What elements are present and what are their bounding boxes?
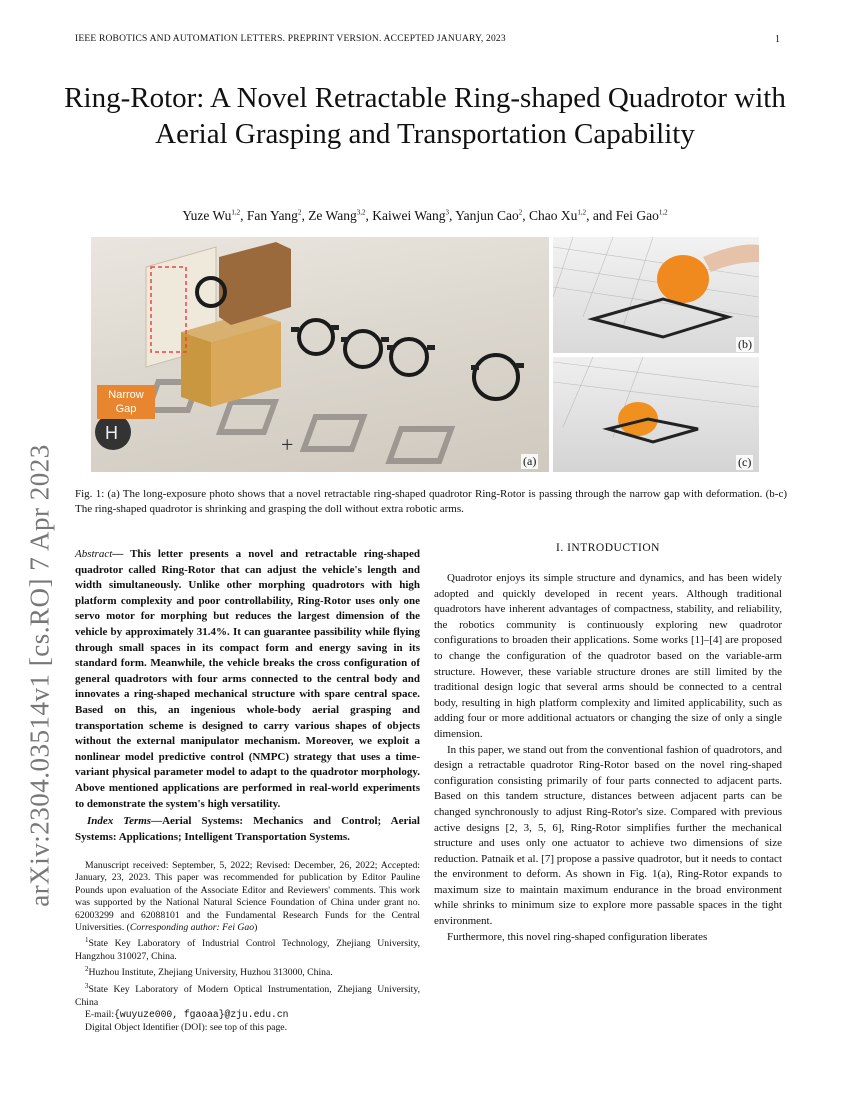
paragraph: Furthermore, this novel ring-shaped configuration liberates xyxy=(447,930,708,943)
page-number: 1 xyxy=(775,34,780,45)
figure-caption: Fig. 1: (a) The long-exposure photo shows that a novel retractable ring-shaped quadrotor Ring-Rotor is passing through the narrow gap with deformation. (b-c) The ring-shaped quadrotor is shrinking and grasping the doll without extra robotic arms. xyxy=(75,488,787,515)
svg-text:+: + xyxy=(281,432,294,457)
panel-c-label: (c) xyxy=(738,455,752,469)
figure-1c-photo xyxy=(553,357,759,472)
author: Yuze Wu$^{1,2}$ xyxy=(182,208,241,223)
abstract-text: — This letter presents a novel and retractable ring-shaped quadrotor called Ring-Rotor that can adjust the vehicle's length and width simultaneously. Unlike other morphing quadrotors with high platform complexity and poor controllability, Ring-Rotor uses only one servo motor for morphing but reduces the largest dimension of the vehicle by approximately 31.4%. It can guarantee passibility while flying through small spaces in its compact form and energy saving in its standard form. Meanwhile, the vehicle breaks the cross configuration of general quadrotors with four arms connected to the central body and innovates a ring-shaped mechanical structure with spare central space. Based on this, an ingenious whole-body aerial grasping and transportation scheme is designed to carry various shapes of objects without the external manipulator mechanism. Moreover, we exploit a nonlinear model predictive control (NMPC) strategy that uses a time-variant physical parameter model to adapt to the quadrotor morphology. Above mentioned applications are performed in real-world experiments to demonstrate the system's high versatility. xyxy=(75,548,420,810)
author: Chao Xu$^{1,2}$ xyxy=(529,208,587,223)
affiliation-3: $^3$State Key Laboratory of Modern Optical Instrumentation, Zhejiang University, China xyxy=(75,982,420,1008)
arxiv-stamp: arXiv:2304.03514v1 [cs.RO] 7 Apr 2023 xyxy=(24,444,55,907)
figure-1b-photo xyxy=(553,237,759,353)
paragraph: Quadrotor enjoys its simple structure and dynamics, and has been widely adopted and quickly developed in recent years. Although traditional quadrotors have inherent advantages of compactness, stability, and reliability, the robotics community is continuously exploring new quadrotor configurations to broaden their applications. Some works [1]–[4] are proposed to change the configuration of the quadrotor based on the variable-arm structure. However, these variable structure drones are still limited by the traditional design logic that several arms should be connected to a central body, resulting in high platform complexity and limited applicability, such as adding four or more additional actuators or changing the size of only a single dimension. xyxy=(434,572,782,740)
panel-b-label: (b) xyxy=(738,337,752,351)
author: Yanjun Cao$^2$ xyxy=(455,208,523,223)
affiliation-2: $^2$Huzhou Institute, Zhejiang University, Huzhou 313000, China. xyxy=(85,965,333,979)
abstract-label: Abstract xyxy=(75,548,113,560)
paragraph: In this paper, we stand out from the conventional fashion of quadrotors, and design a retractable quadrotor Ring-Rotor based on the novel ring-shaped configuration consisting primarily of four parts connected to adjacent parts. Based on this tandem structure, distances between adjacent parts can be changed synchronously to adjust Ring-Rotor's size. Compared with previous active designs [2, 3, 5, 6], Ring-Rotor simplifies further the mechanical structure and uses only one actuator to achieve two dimensions of size reduction. Patnaik et al. [7] propose a passive quadrotor, but it needs to contact the environment to deform. As shown in Fig. 1(a), Ring-Rotor expands to maximum size to maintain maximum endurance in the broad environment while shrinks to minimum size to explore more passable spaces in the tight environment. xyxy=(434,743,782,928)
paper-title: Ring-Rotor: A Novel Retractable Ring-shaped Quadrotor with Aerial Grasping and Transportation Capability xyxy=(64,82,786,150)
author: Ze Wang$^{3,2}$ xyxy=(308,208,366,223)
section-heading: I. INTRODUCTION xyxy=(556,542,660,554)
figure-1 xyxy=(91,237,759,472)
panel-a-label: (a) xyxy=(523,454,537,468)
author-list: Yuze Wu$^{1,2}$, Fan Yang$^2$, Ze Wang$^{3,2}$, Kaiwei Wang$^3$, Yanjun Cao$^2$, Chao Xu$^{1,2}$, and Fei Gao$^{1,2}$ xyxy=(182,208,668,223)
index-terms xyxy=(75,814,420,845)
figure-1a-photo xyxy=(91,237,549,472)
author: Kaiwei Wang$^3$ xyxy=(372,208,449,223)
footnotes xyxy=(75,860,420,1034)
manuscript-note: Manuscript received: September, 5, 2022; Revised: December, 26, 2022; Accepted: January, 23, 2023. This paper was recommended for publication by Editor Pauline Pounds upon evaluation of the Associate Editor and Reviewers' comments. This work was supported by the National Natural Science Foundation of China under grant no. 62003299 and 62088101 and the Fundamental Research Funds for the Central Universities. (Corresponding author: Fei Gao) xyxy=(75,860,420,934)
running-header: IEEE ROBOTICS AND AUTOMATION LETTERS. PREPRINT VERSION. ACCEPTED JANUARY, 2023 xyxy=(75,34,506,44)
doll-grasp-scene-b xyxy=(553,237,759,353)
index-terms-text: —Aerial Systems: Mechanics and Control; Aerial Systems: Applications; Intelligent Transportation Systems. xyxy=(75,815,420,843)
affiliation-1: $^1$State Key Laboratory of Industrial Control Technology, Zhejiang University, Hangzhou 310027, China. xyxy=(75,936,420,963)
email-line: E-mail:{wuyuze000, fgaoaa}@zju.edu.cn xyxy=(85,1009,289,1021)
doi-line: Digital Object Identifier (DOI): see top of this page. xyxy=(85,1021,288,1033)
svg-text:H: H xyxy=(105,423,118,443)
abstract xyxy=(75,547,420,812)
index-terms-label: Index Terms xyxy=(87,815,152,827)
introduction-body xyxy=(434,571,782,945)
narrow-gap-label: Narrow Gap xyxy=(97,385,155,419)
author: Fan Yang$^2$ xyxy=(246,208,302,223)
doll-grasp-scene-c xyxy=(553,357,759,472)
author: Fei Gao$^{1,2}$ xyxy=(615,208,668,223)
long-exposure-scene xyxy=(91,237,549,472)
